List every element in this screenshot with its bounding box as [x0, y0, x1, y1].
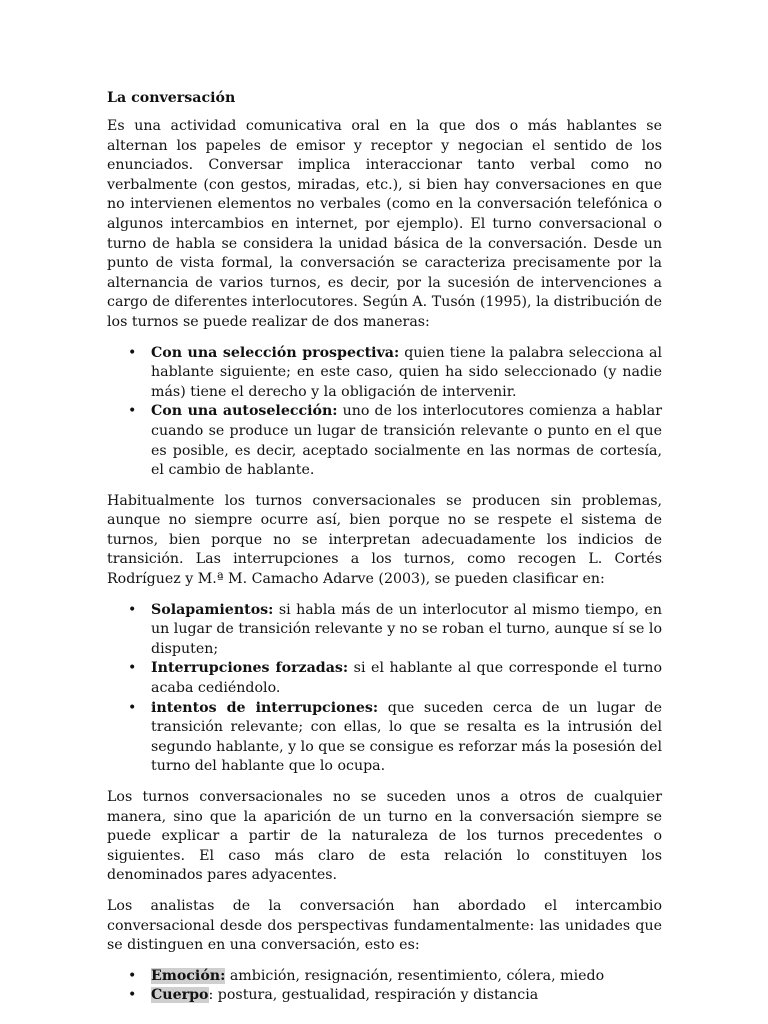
turn-distribution-list	[107, 344, 662, 481]
paragraph-interruptions: Habitualmente los turnos conversacionales se producen sin problemas, aunque no siempre ocurre así, bien porque no se respete el sistema de turnos, bien porque no se interpretan adecuadamente los indicios de transición. Las interrupciones a los turnos, como recogen L. Cortés Rodríguez y M.ª M. Camacho Adarve (2003), se pueden clasificar en:	[107, 492, 662, 588]
list-item-text: que suceden cerca de un lugar de transición relevante; con ellas, lo que se resalta es la intrusión del segundo hablante, y lo que se consigue es reforzar más la posesión del turno del hablante que lo ocupa.	[151, 699, 662, 775]
list-item-term-highlighted: Emoción:	[151, 967, 226, 984]
bullet-icon: •	[128, 403, 137, 420]
bullet-icon: •	[128, 601, 137, 618]
bullet-icon: •	[128, 967, 137, 984]
document-title: La conversación	[107, 90, 236, 106]
list-item	[128, 344, 663, 403]
document-body	[107, 88, 662, 1017]
list-item-text: ambición, resignación, resentimiento, cólera, miedo	[225, 967, 605, 984]
list-item	[128, 601, 662, 660]
bullet-icon: •	[128, 344, 137, 361]
list-item	[128, 659, 662, 698]
paragraph-perspectives: Los analistas de la conversación han abordado el intercambio conversacional desde dos perspectivas fundamentalmente: las unidades que se distinguen en una conversación, esto es:	[107, 897, 662, 954]
list-item-term: intentos de interrupciones:	[151, 699, 379, 716]
list-item-text: si el hablante al que corresponde el turno acaba cediéndolo.	[151, 660, 662, 697]
list-item	[128, 967, 662, 987]
list-item-text: : postura, gestualidad, respiración y distancia	[208, 987, 539, 1004]
list-item	[128, 402, 662, 480]
list-item-term-highlighted: Cuerpo	[151, 987, 209, 1004]
bullet-icon: •	[128, 699, 137, 716]
list-item-text: uno de los interlocutores comienza a hablar cuando se produce un lugar de transición relevante o punto en el que es posible, es decir, aceptado socialmente en las normas de cortesía, el cambio de hablante.	[151, 403, 662, 479]
interruptions-list	[107, 601, 662, 777]
list-item	[128, 986, 662, 1006]
paragraph-adjacent-pairs: Los turnos conversacionales no se suceden unos a otros de cualquier manera, sino que la aparición de un turno en la conversación siempre se puede explicar a partir de la naturaleza de los turnos precedentes o siguientes. El caso más claro de esta relación lo constituyen los denominados pares adyacentes.	[107, 789, 662, 884]
bullet-icon: •	[128, 660, 137, 677]
list-item-term: Interrupciones forzadas:	[151, 660, 349, 677]
list-item	[128, 699, 662, 777]
list-item-term: Solapamientos:	[151, 601, 274, 618]
paragraph-intro: Es una actividad comunicativa oral en la que dos o más hablantes se alternan los papeles de emisor y receptor y negocian el sentido de los enunciados. Conversar implica interaccionar tanto verbal como no verbalmente (con gestos, miradas, etc.), si bien hay conversaciones en que no intervienen elementos no verbales (como en la conversación telefónica o algunos intercambios en internet, por ejemplo). El turno conversacional o turno de habla se considera la unidad básica de la conversación. Desde un punto de vista formal, la conversación se caracteriza precisamente por la alternancia de varios turnos, es decir, por la sucesión de intervenciones a cargo de diferentes interlocutores. Según A. Tusón (1995), la distribución de los turnos se puede realizar de dos maneras:	[107, 118, 662, 330]
list-item-text: quien tiene la palabra selecciona al hablante siguiente; en este caso, quien ha sido seleccionado (y nadie más) tiene el derecho y la obligación de intervenir.	[151, 344, 663, 400]
list-item-text: si habla más de un interlocutor al mismo tiempo, en un lugar de transición relevante y no se roban el turno, aunque sí se lo disputen;	[151, 601, 662, 657]
units-list	[107, 967, 662, 1006]
list-item-term: Con una autoselección:	[151, 403, 338, 420]
bullet-icon: •	[128, 987, 137, 1004]
list-item-term: Con una selección prospectiva:	[151, 344, 400, 361]
